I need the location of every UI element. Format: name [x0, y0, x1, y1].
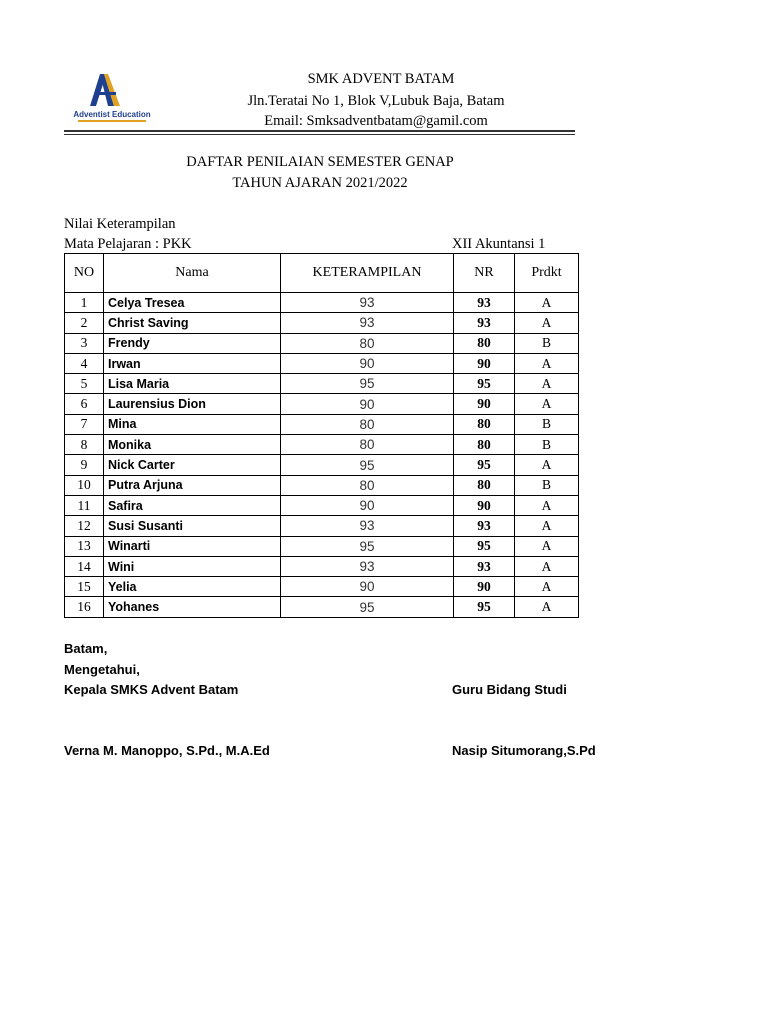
- signature-place: Batam,: [64, 641, 108, 656]
- header-prdkt: Prdkt: [515, 254, 579, 293]
- row-nama: Lisa Maria: [104, 374, 281, 394]
- school-address: Jln.Teratai No 1, Blok V,Lubuk Baja, Batam: [247, 93, 505, 109]
- row-no: 5: [65, 374, 104, 394]
- table-row: [65, 414, 579, 434]
- school-name: SMK ADVENT BATAM: [307, 71, 455, 87]
- header-nr: NR: [454, 254, 515, 293]
- row-nama: Putra Arjuna: [104, 475, 281, 495]
- row-nr: 95: [454, 455, 515, 475]
- row-keterampilan: 95: [281, 374, 454, 394]
- row-prdkt: A: [515, 455, 579, 475]
- row-no: 8: [65, 435, 104, 455]
- row-nr: 93: [454, 293, 515, 313]
- row-no: 9: [65, 455, 104, 475]
- row-keterampilan: 80: [281, 435, 454, 455]
- header-rule-thick: [64, 130, 575, 132]
- row-nama: Celya Tresea: [104, 293, 281, 313]
- row-nama: Frendy: [104, 333, 281, 353]
- principal-name: Verna M. Manoppo, S.Pd., M.A.Ed: [64, 743, 270, 758]
- row-nama: Yelia: [104, 577, 281, 597]
- academic-year: TAHUN AJARAN 2021/2022: [232, 175, 408, 191]
- row-nama: Safira: [104, 495, 281, 515]
- row-no: 1: [65, 293, 104, 313]
- class-label: XII Akuntansi 1: [452, 236, 546, 252]
- row-no: 7: [65, 414, 104, 434]
- row-no: 14: [65, 556, 104, 576]
- table-body: [65, 293, 579, 618]
- table-row: [65, 394, 579, 414]
- row-no: 15: [65, 577, 104, 597]
- header-keterampilan: KETERAMPILAN: [281, 254, 454, 293]
- row-nama: Laurensius Dion: [104, 394, 281, 414]
- table-row: [65, 495, 579, 515]
- row-no: 6: [65, 394, 104, 414]
- row-keterampilan: 93: [281, 313, 454, 333]
- table-header-row: [65, 254, 579, 293]
- table-row: [65, 516, 579, 536]
- row-nr: 80: [454, 414, 515, 434]
- row-no: 13: [65, 536, 104, 556]
- row-keterampilan: 93: [281, 516, 454, 536]
- grade-category: Nilai Keterampilan: [64, 216, 176, 232]
- row-keterampilan: 80: [281, 475, 454, 495]
- table-row: [65, 597, 579, 617]
- row-keterampilan: 95: [281, 597, 454, 617]
- table-row: [65, 313, 579, 333]
- subject-label: Mata Pelajaran : PKK: [64, 236, 192, 252]
- row-nr: 80: [454, 475, 515, 495]
- row-nama: Nick Carter: [104, 455, 281, 475]
- row-keterampilan: 95: [281, 455, 454, 475]
- row-nr: 93: [454, 516, 515, 536]
- document-title: DAFTAR PENILAIAN SEMESTER GENAP: [186, 154, 454, 170]
- teacher-title: Guru Bidang Studi: [452, 682, 567, 697]
- row-keterampilan: 90: [281, 394, 454, 414]
- table-row: [65, 435, 579, 455]
- row-no: 11: [65, 495, 104, 515]
- row-prdkt: A: [515, 597, 579, 617]
- row-nr: 90: [454, 394, 515, 414]
- row-no: 2: [65, 313, 104, 333]
- table-row: [65, 475, 579, 495]
- row-keterampilan: 90: [281, 495, 454, 515]
- row-no: 10: [65, 475, 104, 495]
- table-row: [65, 455, 579, 475]
- table-row: [65, 577, 579, 597]
- row-nama: Susi Susanti: [104, 516, 281, 536]
- row-prdkt: B: [515, 414, 579, 434]
- school-email: Email: Smksadventbatam@gamil.com: [264, 113, 488, 129]
- row-nr: 90: [454, 577, 515, 597]
- row-nama: Winarti: [104, 536, 281, 556]
- row-prdkt: A: [515, 495, 579, 515]
- table-row: [65, 556, 579, 576]
- header-nama: Nama: [104, 254, 281, 293]
- row-nr: 93: [454, 313, 515, 333]
- row-no: 3: [65, 333, 104, 353]
- row-prdkt: A: [515, 353, 579, 373]
- row-prdkt: A: [515, 313, 579, 333]
- row-prdkt: A: [515, 374, 579, 394]
- row-nr: 95: [454, 597, 515, 617]
- row-prdkt: A: [515, 556, 579, 576]
- row-no: 12: [65, 516, 104, 536]
- row-no: 4: [65, 353, 104, 373]
- row-nama: Wini: [104, 556, 281, 576]
- row-nr: 95: [454, 536, 515, 556]
- row-keterampilan: 90: [281, 353, 454, 373]
- row-keterampilan: 93: [281, 293, 454, 313]
- teacher-name: Nasip Situmorang,S.Pd: [452, 743, 596, 758]
- row-nama: Mina: [104, 414, 281, 434]
- row-prdkt: A: [515, 536, 579, 556]
- row-nr: 95: [454, 374, 515, 394]
- row-no: 16: [65, 597, 104, 617]
- logo-text: Adventist Education: [73, 110, 151, 119]
- header-rule-thin: [64, 134, 575, 135]
- row-nama: Irwan: [104, 353, 281, 373]
- row-nama: Yohanes: [104, 597, 281, 617]
- row-nr: 90: [454, 495, 515, 515]
- grades-table: [64, 253, 579, 618]
- row-keterampilan: 90: [281, 577, 454, 597]
- row-nr: 80: [454, 333, 515, 353]
- row-keterampilan: 95: [281, 536, 454, 556]
- row-prdkt: B: [515, 333, 579, 353]
- row-nr: 80: [454, 435, 515, 455]
- table-row: [65, 374, 579, 394]
- signature-acknowledge: Mengetahui,: [64, 662, 140, 677]
- table-row: [65, 536, 579, 556]
- principal-title: Kepala SMKS Advent Batam: [64, 682, 239, 697]
- header-no: NO: [65, 254, 104, 293]
- table-row: [65, 353, 579, 373]
- row-nr: 90: [454, 353, 515, 373]
- table-row: [65, 333, 579, 353]
- row-prdkt: A: [515, 394, 579, 414]
- table-row: [65, 293, 579, 313]
- row-prdkt: A: [515, 516, 579, 536]
- row-prdkt: B: [515, 475, 579, 495]
- row-keterampilan: 93: [281, 556, 454, 576]
- row-prdkt: A: [515, 293, 579, 313]
- row-nr: 93: [454, 556, 515, 576]
- row-nama: Christ Saving: [104, 313, 281, 333]
- row-nama: Monika: [104, 435, 281, 455]
- row-prdkt: A: [515, 577, 579, 597]
- row-keterampilan: 80: [281, 414, 454, 434]
- row-keterampilan: 80: [281, 333, 454, 353]
- row-prdkt: B: [515, 435, 579, 455]
